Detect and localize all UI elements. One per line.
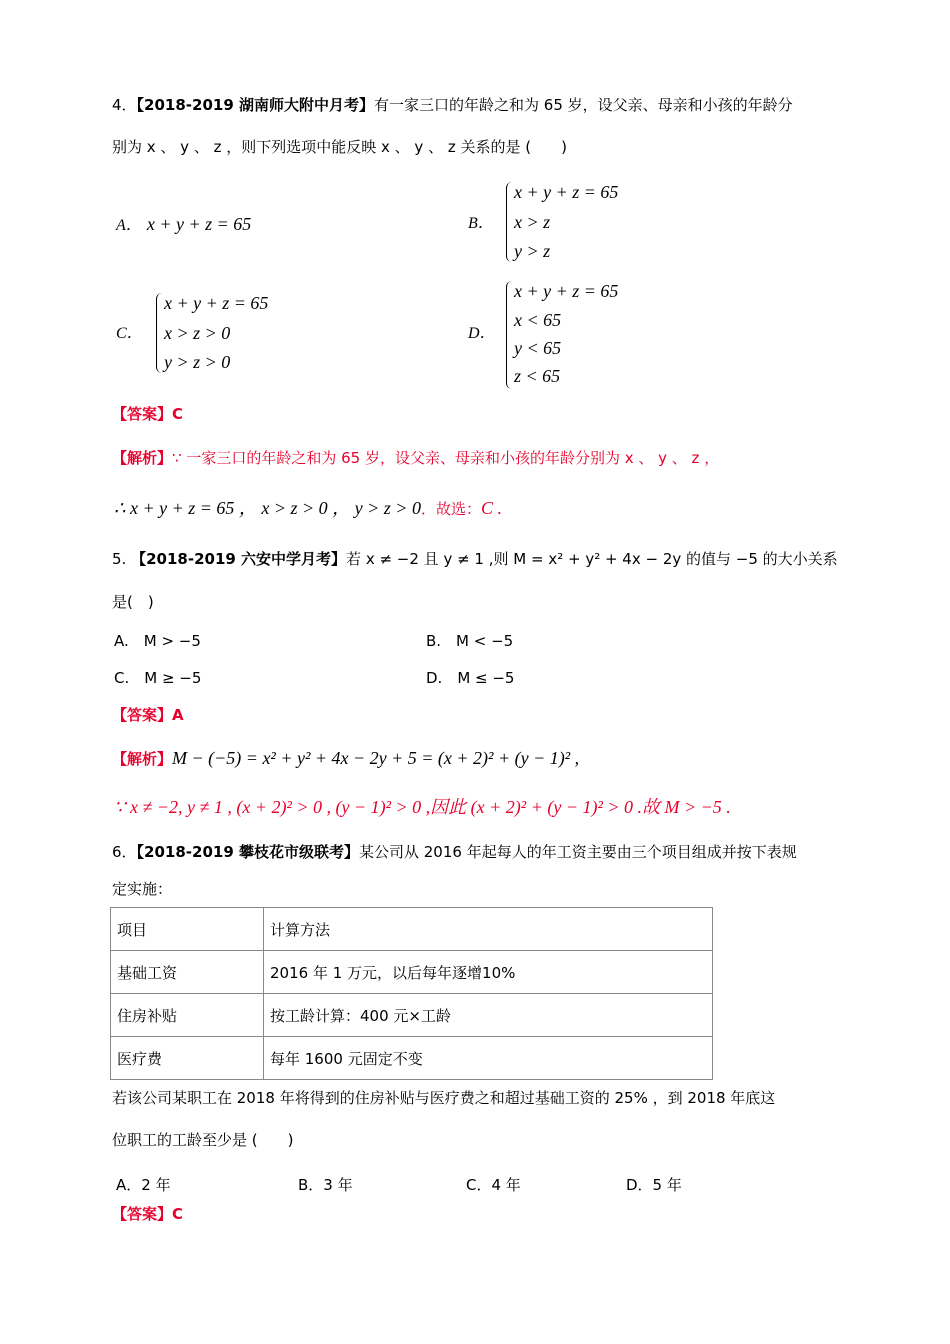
q4-line2: 别为 x 、 y 、 z ，则下列选项中能反映 x 、 y 、 z 关系的是 ( ) <box>112 138 567 156</box>
table-row <box>111 1037 713 1080</box>
q4-option-d-line: z < 65 <box>514 366 561 386</box>
q5-number: 5. <box>112 550 127 568</box>
q4-option-c-brace <box>156 293 163 373</box>
q4-analysis-text: ∵ 一家三口的年龄之和为 65 岁，设父亲、母亲和小孩的年龄分别为 x 、 y 、 z ， <box>172 449 720 467</box>
q4-option-d-line: x + y + z = 65 <box>514 281 619 301</box>
q6-line1 <box>112 843 797 861</box>
table-cell: 住房补贴 <box>111 994 264 1037</box>
q4-option-d-brace <box>506 281 513 389</box>
q4-analysis-label: 【解析】 <box>112 449 173 467</box>
q6-number: 6． <box>112 843 137 861</box>
q6-text: 某公司从 2016 年起每人的年工资主要由三个项目组成并按下表规 <box>359 843 797 861</box>
table-cell: 医疗费 <box>111 1037 264 1080</box>
q4-option-a-eq: x + y + z = 65 <box>146 214 252 234</box>
salary-table <box>110 907 713 1080</box>
q4-option-b-brace <box>506 182 513 262</box>
q4-conclusion-choice: C . <box>480 498 502 518</box>
q5-option-c: C. M ≥ −5 <box>114 669 202 687</box>
q4-option-c-line: x + y + z = 65 <box>164 293 269 313</box>
q4-conclusion-tail: ．故选： <box>420 500 481 518</box>
q5-option-d: D. M ≤ −5 <box>426 669 515 687</box>
q5-option-b: B. M < −5 <box>426 632 514 650</box>
q5-line3 <box>114 797 731 819</box>
q4-option-d-line: y < 65 <box>514 338 562 358</box>
q6-line4: 位职工的工龄至少是 ( ) <box>112 1131 294 1149</box>
q4-option-d-line: x < 65 <box>514 310 562 330</box>
table-cell: 2016 年 1 万元，以后每年逐增10% <box>264 951 713 994</box>
q5-option-a: A. M > −5 <box>114 632 201 650</box>
q6-option-b: B．3 年 <box>298 1176 353 1194</box>
q5-line3-text: ∵ x ≠ −2, y ≠ 1 , (x + 2)² > 0 , (y − 1)² > 0 ,因此 (x + 2)² + (y − 1)² > 0 .故 M > −5 . <box>114 797 731 817</box>
q4-option-b-line: y > z <box>514 241 551 261</box>
q5-answer: 【答案】A <box>112 706 184 724</box>
q5-text: 若 x ≠ −2 且 y ≠ 1 ,则 M = x² + y² + 4x − 2y 的值与 −5 的大小关系 <box>346 550 838 568</box>
table-cell: 按工龄计算：400 元×工龄 <box>264 994 713 1037</box>
table-row <box>111 951 713 994</box>
q6-source: 【2018-2019 攀枝花市级联考】 <box>136 843 359 861</box>
table-header-cell: 项目 <box>111 908 264 951</box>
q6-line2: 定实施： <box>112 880 173 898</box>
q6-answer: 【答案】C <box>112 1205 184 1223</box>
q4-answer: 【答案】C <box>112 405 184 423</box>
table-cell: 基础工资 <box>111 951 264 994</box>
q4-option-b-line: x + y + z = 65 <box>514 182 619 202</box>
q5-analysis <box>112 748 579 770</box>
q4-option-c-line: x > z > 0 <box>164 323 231 343</box>
q4-conclusion <box>114 498 502 520</box>
q4-line1 <box>112 96 793 114</box>
q4-source: 【2018-2019 湖南师大附中月考】 <box>136 96 374 114</box>
q4-option-d-label: D． <box>468 325 496 342</box>
q6-option-a: A．2 年 <box>116 1176 171 1194</box>
q6-option-c: C．4 年 <box>466 1176 521 1194</box>
q4-option-a-label: A． <box>116 217 142 234</box>
table-cell: 每年 1600 元固定不变 <box>264 1037 713 1080</box>
q4-number: 4． <box>112 96 137 114</box>
table-row <box>111 908 713 951</box>
q4-text: 有一家三口的年龄之和为 65 岁，设父亲、母亲和小孩的年龄分 <box>374 96 793 114</box>
q4-conclusion-math: ∴ x + y + z = 65 ， x > z > 0 ， y > z > 0 <box>114 498 421 518</box>
q4-option-b-label: B． <box>468 215 494 232</box>
q5-line2: 是( ) <box>112 593 154 611</box>
q4-analysis <box>112 449 719 467</box>
q5-analysis-label: 【解析】 <box>112 750 173 768</box>
q5-line1 <box>112 550 838 568</box>
q4-option-a <box>116 214 251 236</box>
q6-line3: 若该公司某职工在 2018 年将得到的住房补贴与医疗费之和超过基础工资的 25% ，到 2018 年底这 <box>112 1089 776 1107</box>
q6-option-d: D．5 年 <box>626 1176 682 1194</box>
q5-analysis-math: M − (−5) = x² + y² + 4x − 2y + 5 = (x + 2)² + (y − 1)² , <box>172 748 580 768</box>
q4-option-c-label: C． <box>116 325 143 342</box>
q4-option-c-line: y > z > 0 <box>164 352 231 372</box>
q5-source: 【2018-2019 六安中学月考】 <box>131 550 347 568</box>
table-header-cell: 计算方法 <box>264 908 713 951</box>
table-row <box>111 994 713 1037</box>
q4-option-b-line: x > z <box>514 212 551 232</box>
